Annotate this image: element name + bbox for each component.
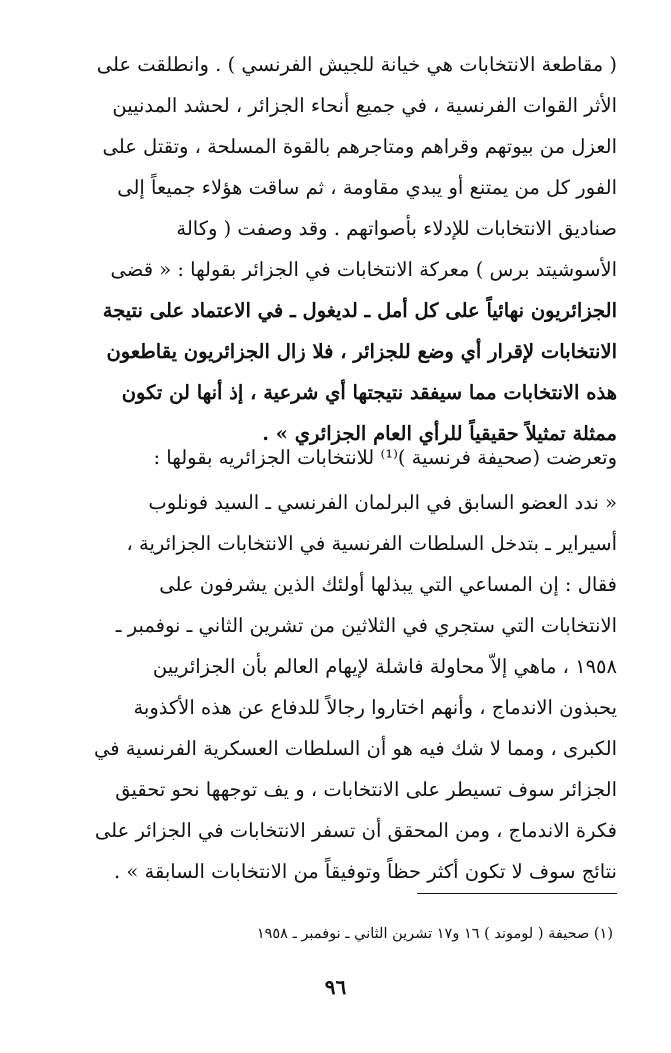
paragraph-2	[58, 437, 617, 478]
paragraph-line: الجزائر سوف تسيطر على الانتخابات ، و يف توجهها نحو تحقيق	[115, 778, 617, 801]
paragraph-line: صناديق الانتخابات للإدلاء بأصواتهم . وقد وصفت ( وكالة	[176, 217, 617, 240]
quoted-line: ممثلة تمثيلاً حقيقياً للرأي العام الجزائري » .	[262, 422, 617, 445]
quoted-line: هذه الانتخابات مما سيفقد نتيجتها أي شرعية ، إذ أنها لن تكون	[121, 381, 617, 404]
paragraph-line: الأثر القوات الفرنسية ، في جميع أنحاء الجزائر ، لحشد المدنيين	[112, 94, 617, 117]
quoted-line: الجزائريون نهائياً على كل أمل ـ لديغول ـ في الاعتماد على نتيجة	[102, 299, 617, 322]
paragraph-1	[58, 44, 617, 454]
footnote: (١) صحيفة ( لوموند ) ١٦ و١٧ تشرين الثاني ـ نوفمبر ـ ١٩٥٨	[256, 926, 613, 942]
paragraph-line: الكبرى ، ومما لا شك فيه هو أن السلطات العسكرية الفرنسية في	[93, 737, 617, 760]
paragraph-line: الأسوشيتد برس ) معركة الانتخابات في الجزائر بقولها : « قضى	[110, 258, 617, 281]
paragraph-line: أسيراير ـ بتدخل السلطات الفرنسية في الانتخابات الجزائرية ،	[126, 532, 617, 555]
page-number: ٩٦	[324, 975, 347, 999]
paragraph-line: ١٩٥٨ ، ماهي إلاّ محاولة فاشلة لإيهام العالم بأن الجزائريين	[152, 655, 617, 678]
paragraph-line: « ندد العضو السابق في البرلمان الفرنسي ـ السيد فونلوب	[148, 491, 617, 514]
paragraph-line: فكرة الاندماج ، ومن المحقق أن تسفر الانتخابات في الجزائر على	[94, 819, 617, 842]
paragraph-3	[58, 482, 617, 892]
paragraph-line: العزل من بيوتهم وقراهم ومتاجرهم بالقوة المسلحة ، وتقتل على	[102, 135, 617, 158]
paragraph-line: وتعرضت (صحيفة فرنسية )⁽¹⁾ للانتخابات الجزائريه بقولها :	[153, 446, 617, 469]
paragraph-line: يحبذون الاندماج ، وأنهم اختاروا رجالاً للدفاع عن هذه الأكذوبة	[133, 696, 617, 719]
quoted-line: الانتخابات لإقرار أي وضع للجزائر ، فلا زال الجزائريون يقاطعون	[106, 340, 617, 363]
footnote-divider	[417, 893, 617, 894]
paragraph-line: فقال : إن المساعي التي يبذلها أولئك الذين يشرفون على	[159, 573, 617, 596]
paragraph-line: الفور كل من يمتنع أو يبدي مقاومة ، ثم ساقت هؤلاء جميعاً إلى	[117, 176, 617, 199]
paragraph-line: الانتخابات التي ستجري في الثلاثين من تشرين الثاني ـ نوفمبر ـ	[115, 614, 617, 637]
paragraph-line: نتائج سوف لا تكون أكثر حظاً وتوفيقاً من الانتخابات السابقة » .	[113, 860, 617, 883]
paragraph-line: ( مقاطعة الانتخابات هي خيانة للجيش الفرنسي ) . وانطلقت على	[96, 53, 617, 76]
